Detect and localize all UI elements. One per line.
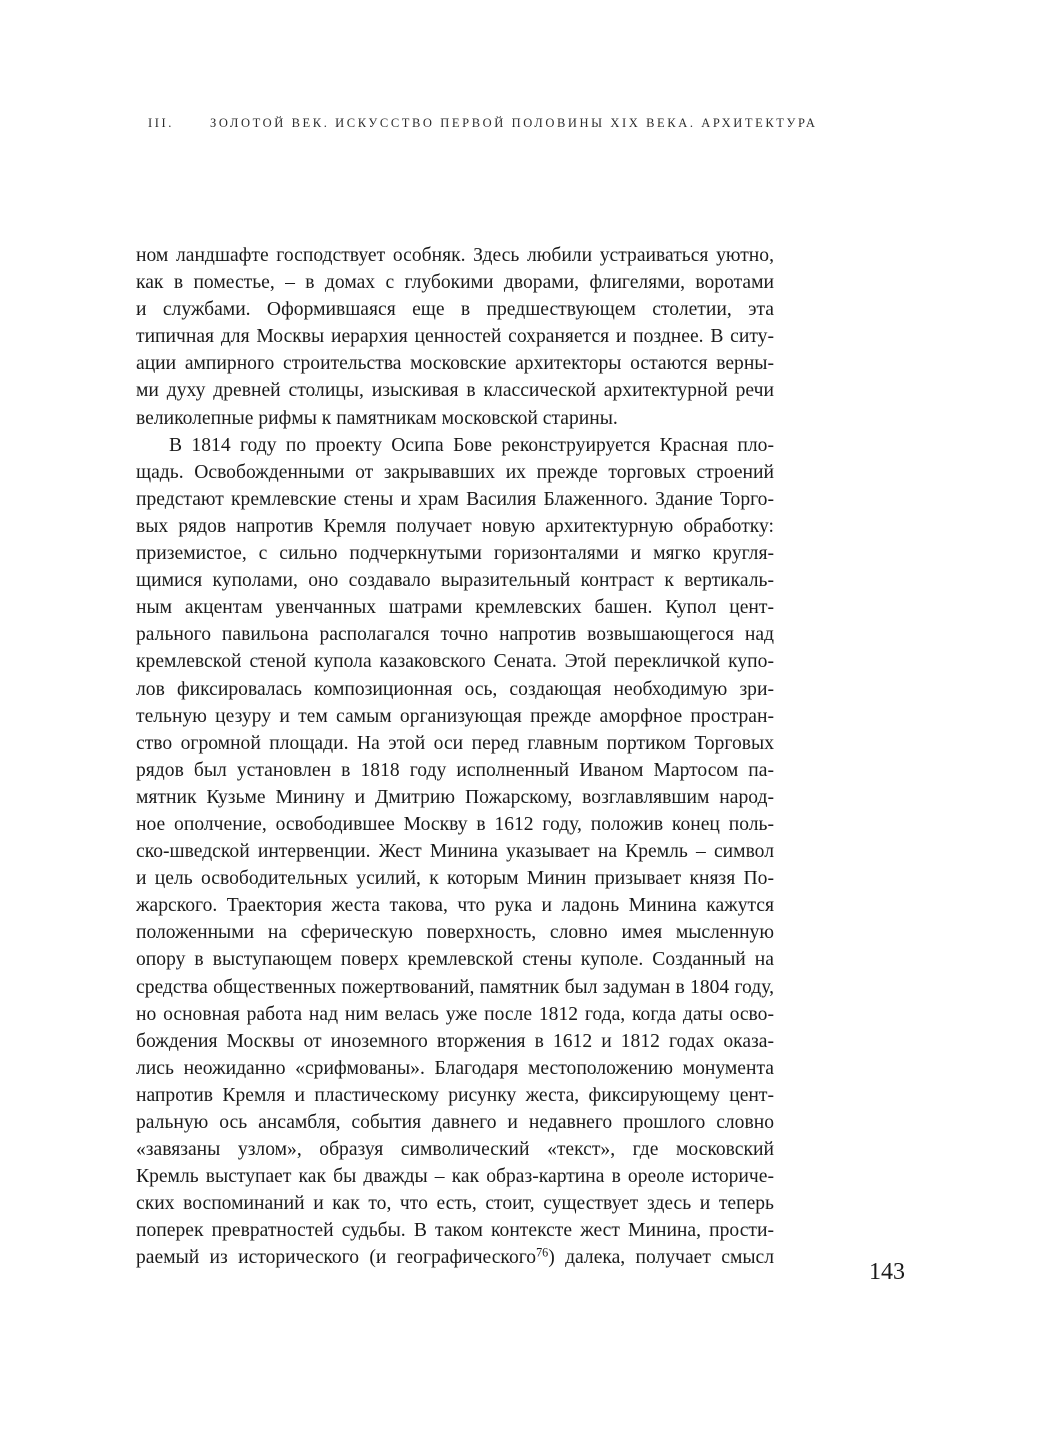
text-line: мятник Кузьме Минину и Дмитрию Пожарскому, возглавлявшим народ- — [136, 786, 774, 808]
page-number: 143 — [869, 1259, 905, 1285]
text-line: опору в выступающем поверх кремлевской стены куполе. Созданный на — [136, 949, 774, 971]
text-line: лись неожиданно «срифмованы». Благодаря местоположению монумента — [136, 1057, 774, 1079]
text-line: Кремль выступает как бы дважды – как образ-картина в ореоле историче- — [136, 1166, 774, 1188]
text-line: рядов был установлен в 1818 году исполненный Иваном Мартосом па- — [136, 759, 774, 781]
running-header — [148, 116, 908, 131]
text-line: тельную цезуру и тем самым организующая прежде аморфное простран- — [136, 705, 774, 727]
text-line: ации ампирного строительства московские архитекторы остаются верны- — [136, 353, 774, 375]
text-line: и цель освободительных усилий, к которым Минин призывает князя По- — [136, 868, 774, 890]
text-line: приземистое, с сильно подчеркнутыми горизонталями и мягко кругля- — [136, 543, 774, 565]
text-line: средства общественных пожертвований, памятник был задуман в 1804 году, — [136, 976, 774, 998]
text-line: рального павильона располагался точно напротив возвышающегося над — [136, 624, 774, 646]
paragraph-2 — [136, 432, 774, 1272]
text-line: великолепные рифмы к памятникам московской старины. — [136, 407, 618, 429]
text-line: бождения Москвы от иноземного вторжения в 1612 и 1812 годах оказа- — [136, 1030, 774, 1052]
text-line-with-footnote — [136, 1244, 774, 1271]
text-line: но основная работа над ним велась уже после 1812 года, когда даты осво- — [136, 1003, 774, 1025]
body-text — [136, 242, 774, 1272]
text-line: «завязаны узлом», образуя символический «текст», где московский — [136, 1139, 774, 1161]
text-line: ном ландшафте господствует особняк. Здесь любили устраиваться уютно, — [136, 245, 774, 266]
text-line: щимися куполами, оно создавало выразительный контраст к вертикаль- — [136, 570, 774, 592]
text-line: вых рядов напротив Кремля получает новую архитектурную обработку: — [136, 515, 774, 537]
text-line: жарского. Траектория жеста такова, что рука и ладонь Минина кажутся — [136, 895, 774, 917]
text-line: ным акцентам увенчанных шатрами кремлевских башен. Купол цент- — [136, 597, 774, 619]
text-line: как в поместье, – в домах с глубокими дворами, флигелями, воротами — [136, 272, 774, 294]
text-line: типичная для Москвы иерархия ценностей сохраняется и позднее. В ситу- — [136, 326, 774, 348]
text-line: ми духу древней столицы, изыскивая в классической архитектурной речи — [136, 380, 774, 402]
text-line: В 1814 году по проекту Осипа Бове реконструируется Красная пло- — [169, 434, 774, 456]
chapter-title: ЗОЛОТОЙ ВЕК. ИСКУССТВО ПЕРВОЙ ПОЛОВИНЫ XIX ВЕКА. АРХИТЕКТУРА — [210, 116, 818, 130]
text-line: ских воспоминаний и как то, что есть, стоит, существует здесь и теперь — [136, 1193, 774, 1215]
text-line: лов фиксировалась композиционная ось, создающая необходимую зри- — [136, 678, 774, 700]
text-line: ное ополчение, освободившее Москву в 1612 году, положив конец поль- — [136, 813, 774, 835]
text-line: поперек превратностей судьбы. В таком контексте жест Минина, прости- — [136, 1220, 774, 1242]
text-line: ральную ось ансамбля, события давнего и недавнего прошлого словно — [136, 1112, 774, 1133]
text-fragment: раемый из исторического (и географического — [136, 1247, 537, 1269]
text-fragment: ) далека, получает смысл — [548, 1247, 774, 1269]
section-number: III. — [148, 116, 175, 130]
text-line: и службами. Оформившаяся еще в предшествующем столетии, эта — [136, 299, 774, 321]
text-line: щадь. Освобожденными от закрывавших их прежде торговых строений — [136, 461, 774, 483]
footnote-reference[interactable]: 76 — [536, 1245, 549, 1260]
text-line: напротив Кремля и пластическому рисунку жеста, фиксирующему цент- — [136, 1084, 774, 1106]
text-line: ство огромной площади. На этой оси перед главным портиком Торговых — [136, 732, 774, 754]
text-line: предстают кремлевские стены и храм Василия Блаженного. Здание Торго- — [136, 488, 774, 510]
text-line: ско-шведской интервенции. Жест Минина указывает на Кремль – символ — [136, 841, 774, 863]
text-line: кремлевской стеной купола казаковского Сената. Этой перекличкой купо- — [136, 651, 774, 673]
paragraph-1 — [136, 242, 774, 432]
text-line: положенными на сферическую поверхность, словно имея мысленную — [136, 922, 774, 944]
